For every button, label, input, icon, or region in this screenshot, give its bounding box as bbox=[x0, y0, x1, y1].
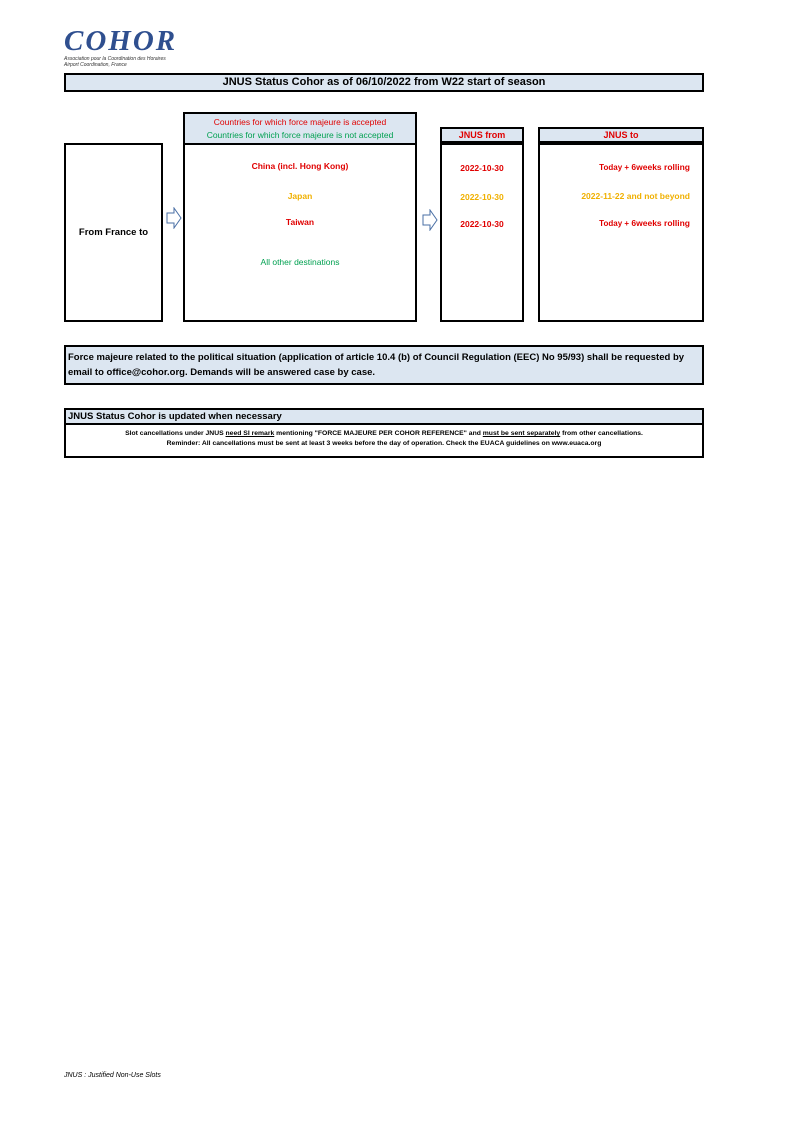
slot-note-line1: Slot cancellations under JNUS need SI remark mentioning "FORCE MAJEURE PER COHOR REFERENCE" and must be sent separately from other cancellations. bbox=[125, 430, 643, 437]
jnus-to-china-start: Today + bbox=[599, 163, 630, 172]
from-france-label: From France to bbox=[78, 227, 149, 238]
countries-box bbox=[183, 143, 417, 322]
logo-subtitle-line1: Association pour la Coordination des Horaires bbox=[64, 56, 166, 62]
from-france-box bbox=[64, 143, 163, 322]
jnus-to-japan bbox=[540, 191, 702, 201]
jnus-to-japan-end: and not beyond bbox=[626, 191, 690, 201]
jnus-to-box bbox=[538, 143, 704, 322]
arrow-right-icon bbox=[166, 207, 182, 229]
jnus-to-china-end: 6weeks rolling bbox=[631, 162, 690, 172]
jnus-to-japan-date: 2022-11-22 bbox=[581, 191, 625, 201]
cohor-logo: COHOR bbox=[64, 25, 178, 57]
jnus-to-taiwan-end: 6weeks rolling bbox=[631, 218, 690, 228]
slot-note-line2: Reminder: All cancellations must be sent at least 3 weeks before the day of operation. Check the EUACA guidelines on www.euaca.org bbox=[166, 440, 602, 447]
logo-subtitle-line2: Airport Coordination, France bbox=[64, 62, 127, 68]
country-taiwan: Taiwan bbox=[285, 217, 315, 227]
jnus-from-japan: 2022-10-30 bbox=[460, 192, 504, 202]
jnus-from-china: 2022-10-30 bbox=[460, 163, 504, 173]
jnus-to-taiwan-start: Today + bbox=[599, 219, 630, 228]
jnus-from-box bbox=[440, 143, 524, 322]
country-china: China (incl. Hong Kong) bbox=[251, 161, 349, 171]
legend-box bbox=[183, 112, 417, 144]
jnus-to-taiwan bbox=[540, 218, 702, 228]
arrow-right-icon bbox=[422, 209, 438, 231]
legend-not-accepted: Countries for which force majeure is not accepted bbox=[206, 130, 394, 140]
slot-cancellation-note bbox=[64, 425, 704, 458]
logo-subtitle bbox=[64, 56, 204, 68]
jnus-to-china bbox=[540, 162, 702, 172]
page-title: JNUS Status Cohor as of 06/10/2022 from W22 start of season bbox=[64, 73, 704, 92]
jnus-to-header: JNUS to bbox=[538, 127, 704, 143]
legend-accepted: Countries for which force majeure is accepted bbox=[213, 117, 387, 127]
update-notice: JNUS Status Cohor is updated when necessary bbox=[64, 408, 704, 425]
country-japan: Japan bbox=[287, 191, 313, 201]
force-majeure-notice: Force majeure related to the political situation (application of article 10.4 (b) of Council Regulation (EEC) No 95/93) shall be requested by email to office@cohor.org. Demands will be answered case by case. bbox=[64, 345, 704, 385]
jnus-from-taiwan: 2022-10-30 bbox=[460, 219, 504, 229]
footer-note: JNUS : Justified Non-Use Slots bbox=[64, 1072, 161, 1079]
jnus-from-header: JNUS from bbox=[440, 127, 524, 143]
country-all-other: All other destinations bbox=[260, 257, 340, 267]
